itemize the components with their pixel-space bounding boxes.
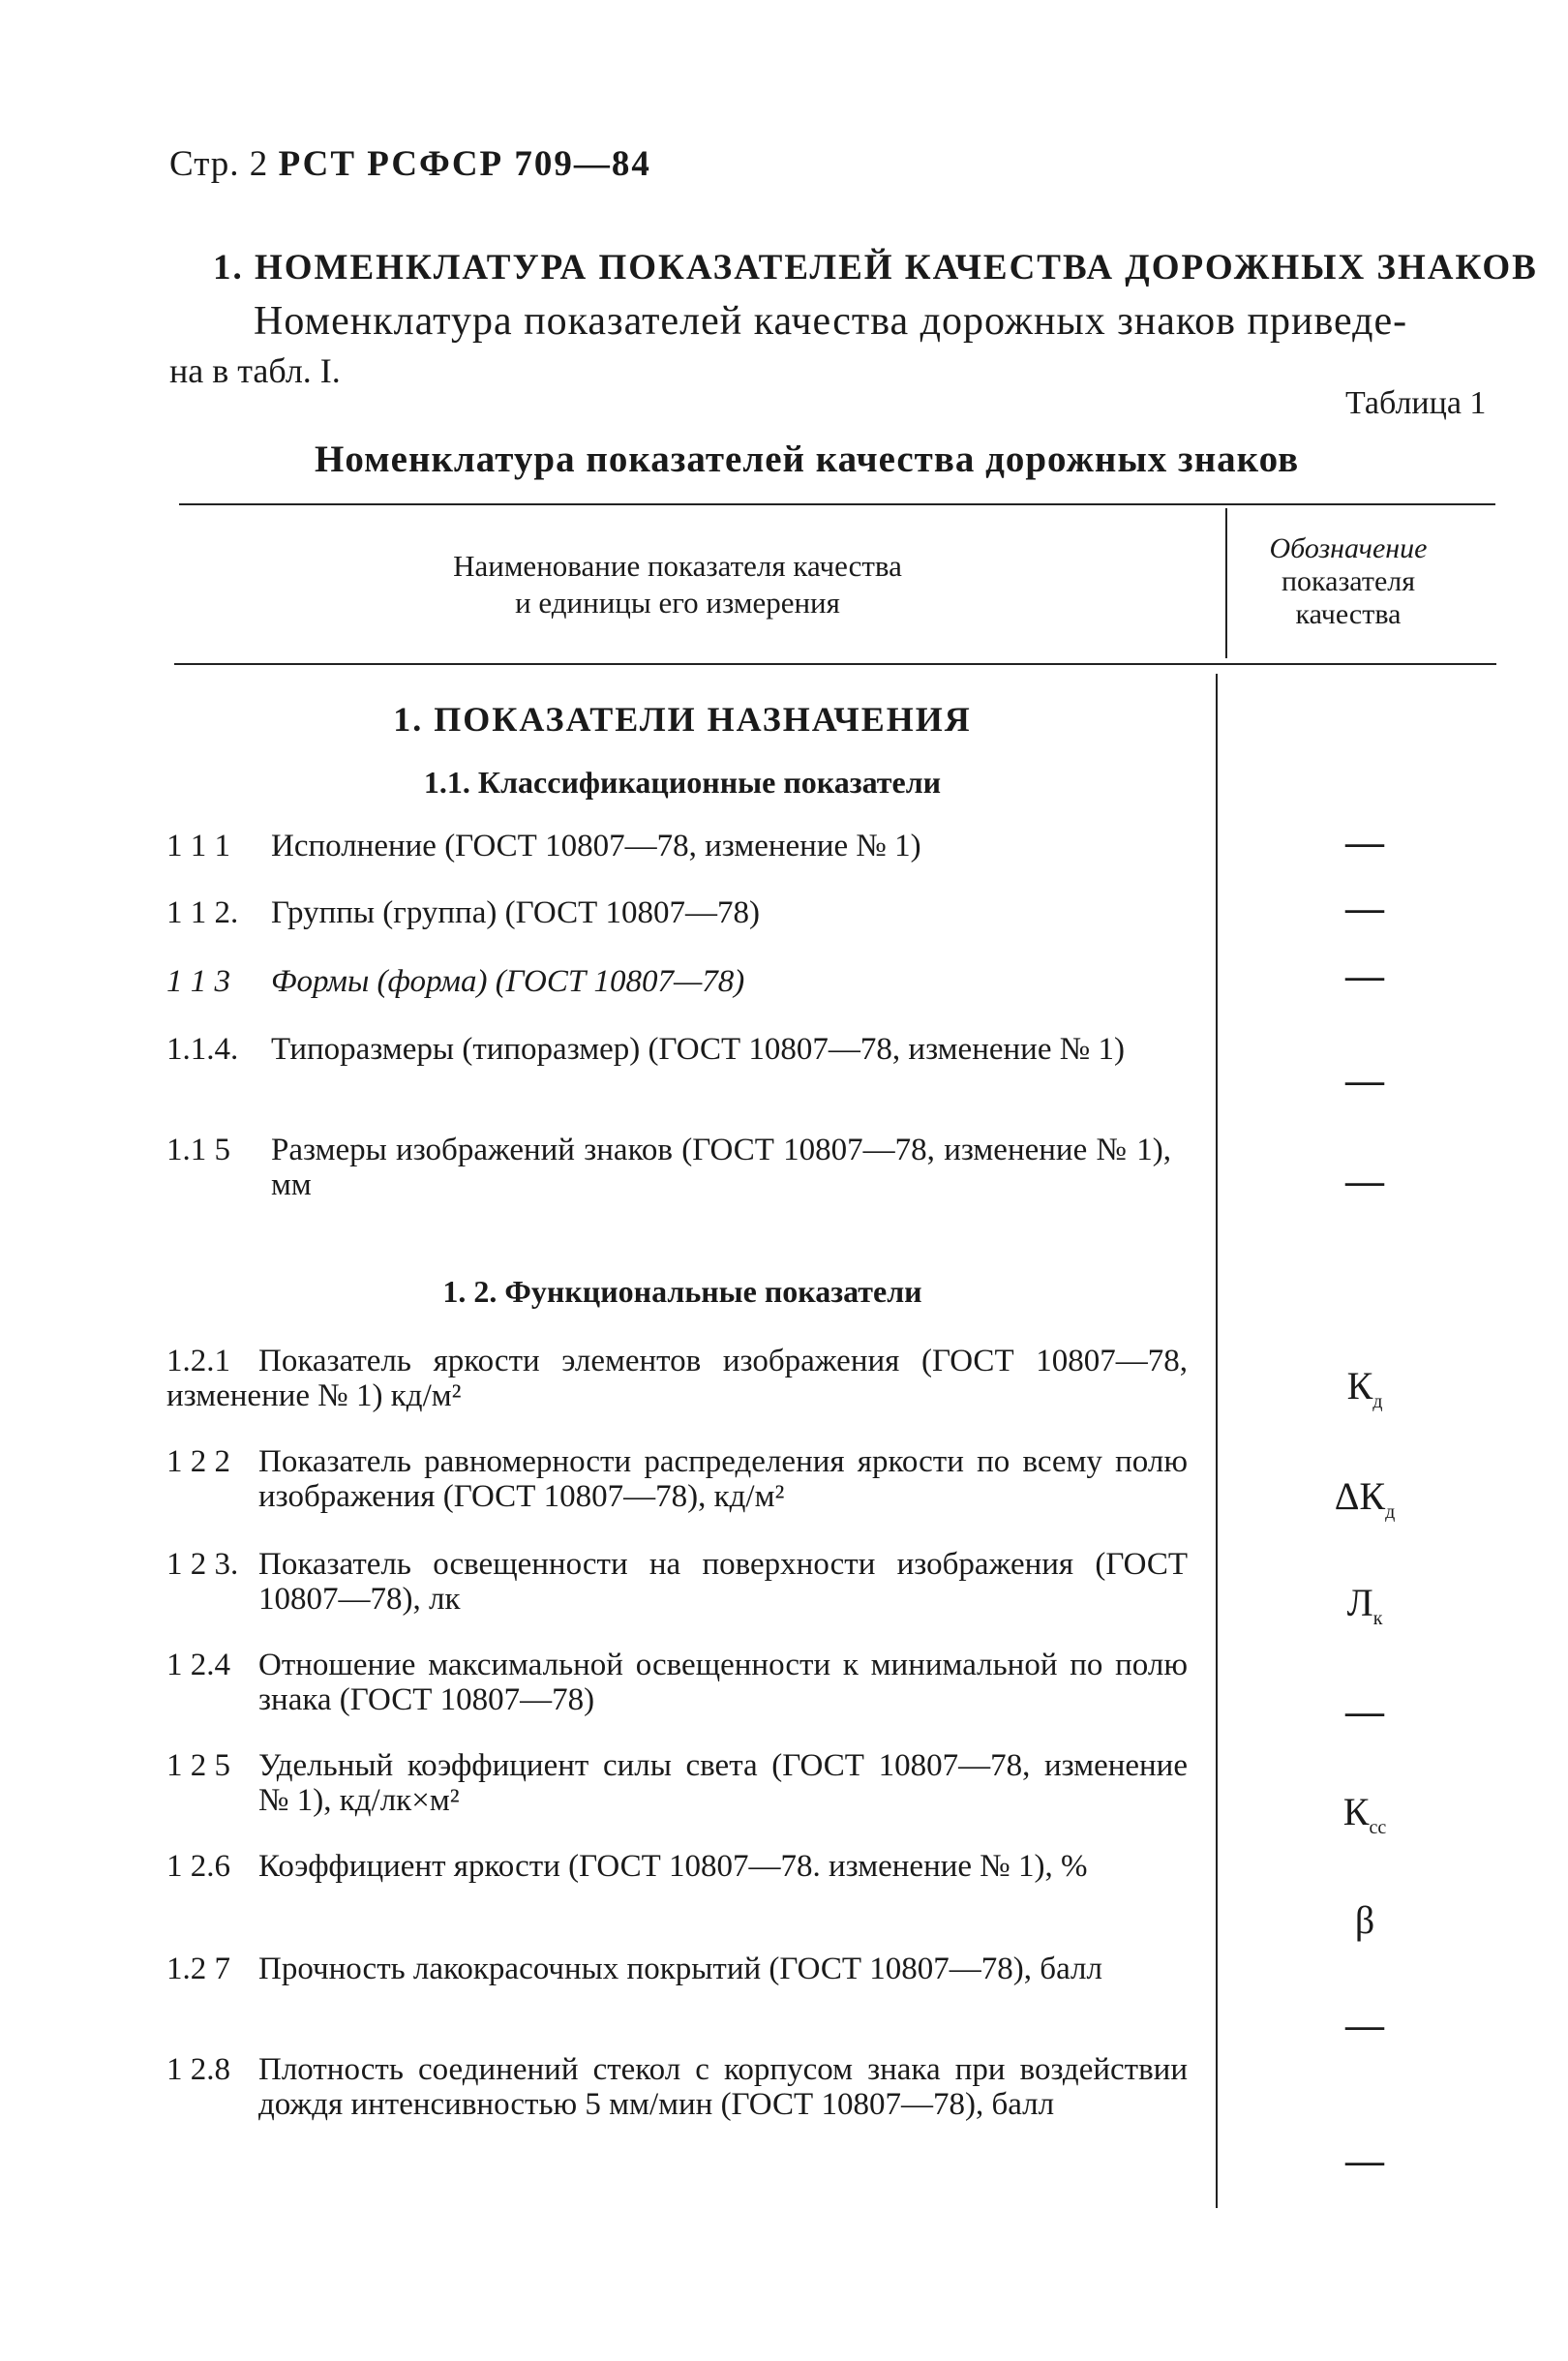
row-number: 1 2 3. (166, 1547, 239, 1582)
column-header-symbol-line3: качества (1295, 598, 1402, 630)
row-number: 1 2.8 (166, 2052, 230, 2087)
column-header-symbol-line2: показателя (1281, 565, 1416, 597)
row-number: 1.2 7 (166, 1952, 230, 1986)
row-number: 1 2.4 (166, 1648, 230, 1682)
table-number: Таблица 1 (1345, 385, 1487, 421)
row-symbol (1258, 1363, 1471, 1413)
table-top-rule (179, 503, 1495, 505)
symbol-sub: к (1372, 1608, 1383, 1629)
row-symbol: β (1354, 1898, 1375, 1942)
row-number: 1 2 5 (166, 1748, 230, 1783)
row-number: 1 1 3 (166, 964, 230, 999)
row-text: Удельный коэффициент силы света (ГОСТ 10807—78, изменение № 1), кд/лк×м² (258, 1748, 1188, 1818)
row-symbol: — (1345, 2138, 1384, 2182)
row-text: Коэффициент яркости (ГОСТ 10807—78. изменение № 1), % (258, 1849, 1088, 1884)
column-header-symbol-line1: Обозначение (1269, 532, 1428, 564)
symbol-main: ΔК (1334, 1474, 1386, 1518)
intro-line-2: на в табл. I. (169, 351, 341, 390)
table-title: Номенклатура показателей качества дорожных знаков (315, 439, 1300, 480)
row-symbol: — (1345, 1058, 1384, 1102)
column-header-name-line1: Наименование показателя качества (453, 549, 902, 583)
row-number: 1 2 2 (166, 1444, 230, 1479)
row-text: Плотность соединений стекол с корпусом знака при воздействии дождя интенсивностью 5 мм/мин (ГОСТ 10807—78), балл (258, 2052, 1188, 2122)
row-symbol (1258, 1473, 1471, 1524)
row-symbol (1258, 1789, 1471, 1839)
row-symbol: — (1345, 820, 1384, 863)
symbol-sub: д (1372, 1391, 1383, 1412)
row-symbol: — (1345, 1159, 1384, 1202)
column-header-name-line2: и единицы его измерения (515, 586, 840, 620)
symbol-sub: д (1385, 1501, 1396, 1523)
symbol-main: К (1342, 1790, 1370, 1833)
row-number: 1.1.4. (166, 1032, 239, 1067)
row-number: 1.1 5 (166, 1133, 230, 1167)
row-symbol (1258, 1580, 1471, 1630)
column-header-symbol (1237, 532, 1460, 631)
group-heading: 1. ПОКАЗАТЕЛИ НАЗНАЧЕНИЯ (393, 700, 972, 739)
row-text: Показатель равномерности распределения яркости по всему полю изображения (ГОСТ 10807—78), кд/м² (258, 1444, 1188, 1514)
subgroup-heading-classification: 1.1. Классификационные показатели (423, 765, 942, 800)
header-column-divider (1225, 508, 1227, 658)
row-text: Показатель освещенности на поверхности изображения (ГОСТ 10807—78), лк (258, 1547, 1188, 1617)
body-column-divider (1216, 674, 1218, 2208)
row-symbol: — (1345, 2003, 1384, 2046)
row-text: Типоразмеры (типоразмер) (ГОСТ 10807—78, изменение № 1) (271, 1032, 1125, 1067)
symbol-sub: сс (1369, 1817, 1387, 1838)
column-header-name (329, 548, 1026, 621)
row-text: Формы (форма) (ГОСТ 10807—78) (271, 964, 745, 999)
row-number: 1 1 2. (166, 895, 239, 930)
row-text: Исполнение (ГОСТ 10807—78, изменение № 1) (271, 829, 921, 863)
row-number: 1 2.6 (166, 1849, 230, 1884)
row-symbol: — (1345, 886, 1384, 929)
page-header (169, 143, 651, 185)
row-text: Прочность лакокрасочных покрытий (ГОСТ 10807—78), балл (258, 1952, 1102, 1986)
row-number: 1 1 1 (166, 829, 230, 863)
subgroup-heading-functional: 1. 2. Функциональные показатели (442, 1274, 922, 1309)
page-number: Стр. 2 (169, 144, 269, 184)
row-text: Показатель яркости элементов изображения (ГОСТ 10807—78, изменение № 1) кд/м² (166, 1344, 1188, 1413)
section-title: 1. НОМЕНКЛАТУРА ПОКАЗАТЕЛЕЙ КАЧЕСТВА ДОРОЖНЫХ ЗНАКОВ (213, 248, 1538, 288)
header-bottom-rule (174, 663, 1496, 665)
row-text: Группы (группа) (ГОСТ 10807—78) (271, 895, 760, 930)
row-symbol: — (1345, 953, 1384, 997)
intro-line-1: Номенклатура показателей качества дорожных знаков приведе- (254, 299, 1408, 344)
symbol-main: К (1346, 1364, 1373, 1408)
standard-code: РСТ РСФСР 709—84 (278, 144, 651, 184)
row-text: Отношение максимальной освещенности к минимальной по полю знака (ГОСТ 10807—78) (258, 1648, 1188, 1717)
symbol-main: Л (1346, 1581, 1373, 1624)
row-symbol: — (1345, 1689, 1384, 1733)
row-text: Размеры изображений знаков (ГОСТ 10807—78, изменение № 1), мм (271, 1133, 1171, 1202)
row-number: 1.2.1 (166, 1344, 230, 1378)
